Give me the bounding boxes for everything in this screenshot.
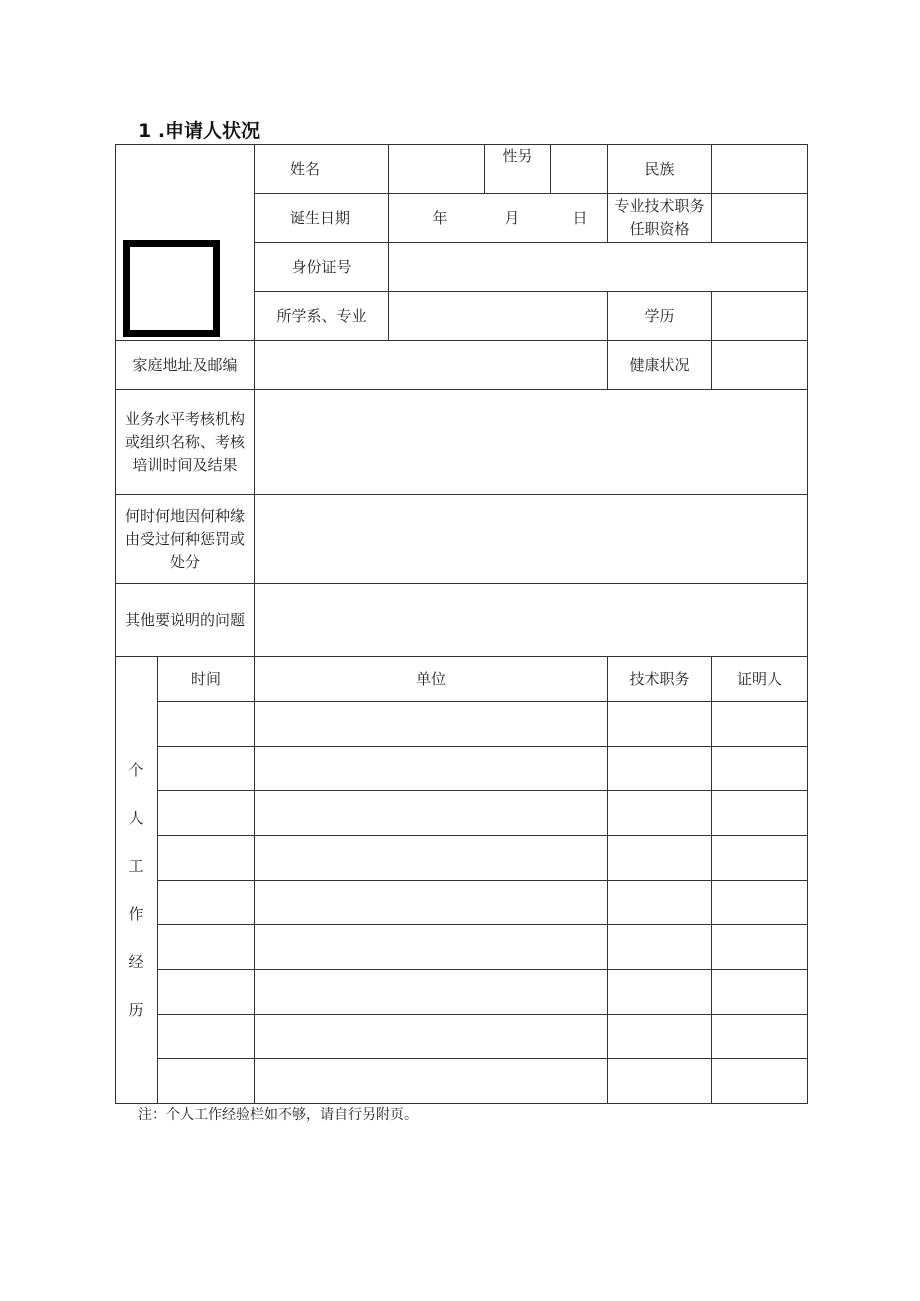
side-label-char: 历 bbox=[128, 1001, 144, 1019]
assessment-field[interactable] bbox=[255, 390, 807, 494]
history-header-unit: 单位 bbox=[415, 669, 446, 688]
col-divider bbox=[157, 656, 158, 1104]
side-label-char: 人 bbox=[128, 809, 144, 827]
birth-date-label: 诞生日期 bbox=[289, 208, 350, 227]
side-label-char: 工 bbox=[128, 857, 144, 875]
work-history-side-label bbox=[115, 657, 157, 1104]
penalty-label bbox=[116, 495, 254, 583]
penalty-line1: 何时何地因何种缘 bbox=[124, 506, 245, 525]
section-title: 1 .申请人状况 bbox=[138, 120, 261, 142]
col-divider bbox=[711, 656, 712, 1104]
penalty-line3: 处分 bbox=[169, 552, 200, 571]
birth-year-label: 年 bbox=[432, 208, 448, 227]
address-field[interactable] bbox=[255, 341, 607, 389]
ethnicity-field[interactable] bbox=[712, 145, 807, 193]
penalty-field[interactable] bbox=[255, 495, 807, 583]
assessment-line2: 或组织名称、考核 bbox=[124, 432, 245, 451]
col-divider bbox=[607, 656, 608, 1104]
assessment-line3: 培训时间及结果 bbox=[132, 455, 238, 474]
health-label: 健康状况 bbox=[629, 355, 690, 374]
professional-title-line2: 任职资格 bbox=[629, 220, 690, 238]
assessment-line1: 业务水平考核机构 bbox=[124, 409, 245, 428]
footnote: 注：个人工作经验栏如不够，请自行另附页。 bbox=[138, 1107, 418, 1123]
applicant-form-table bbox=[115, 144, 808, 1104]
other-field[interactable] bbox=[255, 584, 807, 656]
ethnicity-label: 民族 bbox=[644, 159, 675, 178]
gender-field[interactable] bbox=[551, 145, 607, 193]
dept-major-label: 所学系、专业 bbox=[276, 306, 367, 325]
id-number-field[interactable] bbox=[389, 243, 807, 291]
side-label-char: 个 bbox=[128, 761, 144, 779]
side-label-char: 经 bbox=[128, 953, 144, 971]
dept-major-field[interactable] bbox=[389, 292, 607, 340]
birth-month-label: 月 bbox=[504, 208, 520, 227]
side-label-char: 作 bbox=[128, 905, 144, 923]
history-header-witness: 证明人 bbox=[736, 669, 782, 688]
professional-title-label bbox=[608, 194, 711, 242]
education-field[interactable] bbox=[712, 292, 807, 340]
id-number-label: 身份证号 bbox=[291, 257, 352, 276]
name-label: 姓名 bbox=[289, 159, 320, 178]
table-border-right bbox=[807, 144, 808, 1104]
penalty-line2: 由受过何种惩罚或 bbox=[124, 529, 245, 548]
professional-title-line1: 专业技术职务 bbox=[614, 197, 705, 215]
assessment-label bbox=[116, 390, 254, 494]
professional-title-field[interactable] bbox=[712, 194, 807, 242]
gender-label: 性另 bbox=[502, 146, 533, 165]
history-header-time: 时间 bbox=[190, 669, 221, 688]
address-label: 家庭地址及邮编 bbox=[132, 355, 238, 374]
health-field[interactable] bbox=[712, 341, 807, 389]
education-label: 学历 bbox=[644, 306, 675, 325]
other-label: 其他要说明的问题 bbox=[124, 610, 245, 629]
name-field[interactable] bbox=[389, 145, 484, 193]
photo-placeholder bbox=[123, 240, 220, 337]
birth-day-label: 日 bbox=[572, 208, 588, 227]
history-header-position: 技术职务 bbox=[629, 669, 690, 688]
